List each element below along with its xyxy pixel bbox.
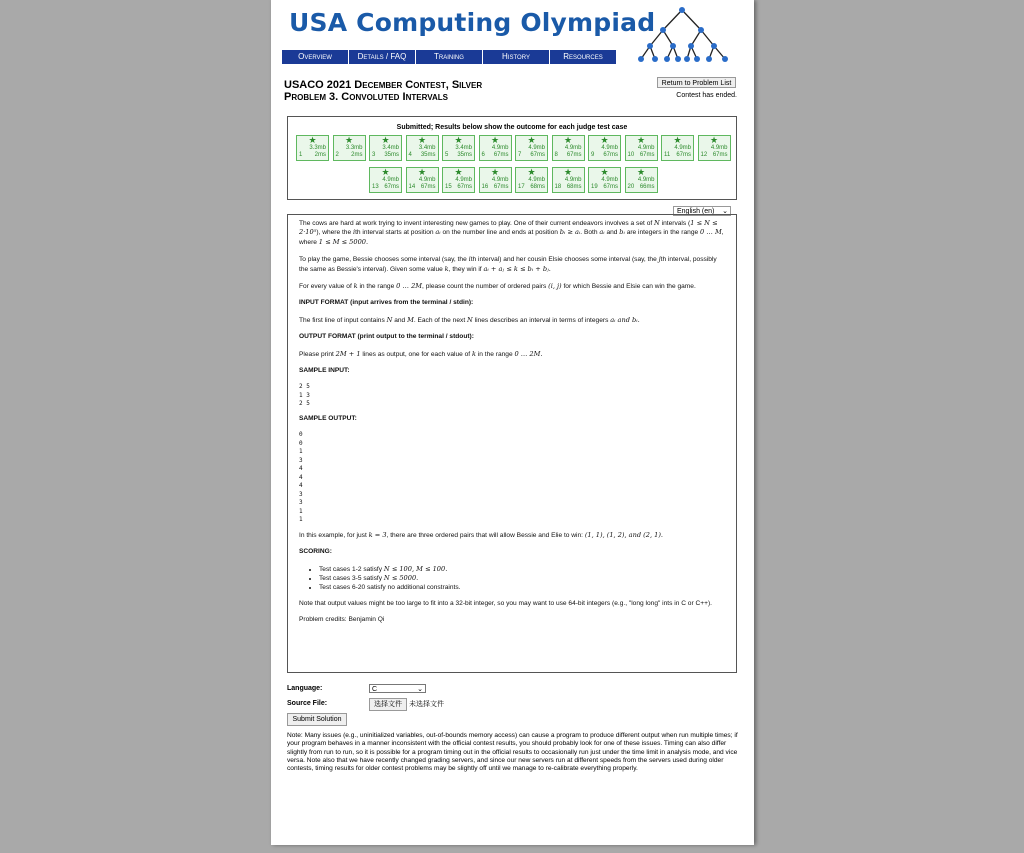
test-case-result: [552, 135, 585, 161]
contest-status: Contest has ended.: [676, 92, 737, 99]
test-case-memory: 3.4mb: [382, 145, 399, 151]
test-case-time: 35ms: [384, 152, 399, 158]
test-case-number: 8: [554, 152, 558, 158]
star-icon: ★: [563, 167, 573, 177]
test-case-memory: 4.9mb: [637, 145, 655, 151]
chevron-down-icon: ⌄: [722, 208, 728, 215]
star-icon: ★: [600, 135, 609, 145]
test-case-time: 68ms: [566, 184, 582, 190]
test-case-number: 1: [299, 152, 303, 158]
test-case-number: 14: [408, 184, 416, 190]
star-icon: ★: [417, 167, 427, 177]
output-format-heading: OUTPUT FORMAT (print output to the terminal / stdout):: [299, 333, 474, 341]
star-icon: ★: [490, 167, 500, 177]
page-container: [271, 0, 754, 845]
test-case-result: [552, 167, 585, 193]
test-case-number: 7: [518, 152, 522, 158]
star-icon: ★: [344, 135, 354, 145]
return-to-problem-list-button[interactable]: Return to Problem List: [657, 77, 736, 88]
output-format: Please print 2M + 1 lines as output, one for each value of k in the range 0 … 2M.: [299, 349, 543, 358]
input-format-heading: INPUT FORMAT (input arrives from the terminal / stdin):: [299, 299, 474, 307]
star-icon: ★: [308, 135, 317, 145]
test-case-memory: 4.9mb: [382, 177, 399, 183]
test-case-number: 5: [445, 152, 449, 158]
test-case-time: 67ms: [493, 152, 509, 158]
star-icon: ★: [636, 167, 646, 177]
site-logo[interactable]: USA Computing Olympiad: [289, 8, 656, 37]
star-icon: ★: [490, 135, 500, 145]
scoring-heading: SCORING:: [299, 548, 332, 556]
test-case-number: 16: [481, 184, 489, 190]
test-case-time: 2ms: [314, 152, 326, 158]
list-item: • Test cases 6-20 satisfy no additional constraints.: [319, 584, 725, 592]
test-case-time: 67ms: [457, 184, 472, 190]
test-case-time: 67ms: [420, 184, 436, 190]
test-case-number: 15: [445, 184, 452, 190]
submit-solution-button[interactable]: Submit Solution: [287, 713, 347, 726]
test-case-time: 67ms: [603, 184, 618, 190]
test-case-result: [333, 135, 366, 161]
problem-statement: [287, 214, 737, 673]
test-case-number: 2: [335, 152, 339, 158]
test-case-number: 17: [518, 184, 525, 190]
test-case-number: 12: [700, 152, 708, 158]
star-icon: ★: [636, 135, 646, 145]
test-case-time: 35ms: [457, 152, 472, 158]
star-icon: ★: [417, 135, 427, 145]
test-case-memory: 4.9mb: [455, 177, 472, 183]
test-case-result: [442, 167, 475, 193]
test-case-result: [625, 135, 658, 161]
test-case-result: [479, 135, 512, 161]
star-icon: ★: [527, 135, 536, 145]
star-icon: ★: [673, 135, 682, 145]
star-icon: ★: [527, 167, 536, 177]
test-case-number: 18: [554, 184, 562, 190]
language-dropdown[interactable]: [369, 684, 426, 693]
test-case-number: 9: [591, 152, 595, 158]
test-case-number: 11: [664, 152, 671, 158]
test-case-result: [698, 135, 731, 161]
test-case-memory: 3.3mb: [309, 145, 326, 151]
star-icon: ★: [454, 135, 463, 145]
test-case-time: 67ms: [566, 152, 582, 158]
star-icon: ★: [563, 135, 573, 145]
language-select-value: English (en): [677, 208, 715, 215]
nav-training[interactable]: Training: [416, 50, 482, 64]
test-case-result: [515, 167, 548, 193]
sample-output: 0 0 1 3 4 4 4 3 3 1 1: [299, 431, 303, 524]
list-item: • Test cases 1-2 satisfy N ≤ 100, M ≤ 100.: [319, 565, 725, 574]
choose-file-button[interactable]: 选择文件: [369, 698, 407, 711]
test-case-memory: 4.9mb: [528, 177, 545, 183]
source-file-label: Source File:: [287, 700, 328, 707]
chevron-down-icon: ⌄: [417, 686, 423, 693]
star-icon: ★: [454, 167, 463, 177]
main-nav: [282, 50, 617, 64]
results-panel: [287, 116, 737, 200]
test-case-memory: 4.9mb: [491, 145, 509, 151]
test-case-time: 2ms: [351, 152, 363, 158]
contest-title: USACO 2021 December Contest, Silver: [284, 79, 483, 91]
input-format: The first line of input contains N and M. Each of the next N lines describes an interval in terms of integers aᵢ and bᵢ.: [299, 315, 640, 324]
nav-details-faq[interactable]: Details / FAQ: [349, 50, 415, 64]
test-case-result: [406, 167, 439, 193]
test-case-result: [479, 167, 512, 193]
test-case-memory: 4.9mb: [418, 177, 436, 183]
test-case-time: 67ms: [639, 152, 655, 158]
test-case-memory: 3.4mb: [418, 145, 436, 151]
test-case-result: [369, 167, 402, 193]
tree-logo-icon: [633, 4, 743, 66]
problem-game: To play the game, Bessie chooses some interval (say, the ith interval) and her cousin Elsie chooses some interval (say, the jth interval, possibly the same as Bessie's interval). Given some value k, they win if aᵢ + aⱼ ≤ k ≤ bᵢ + bⱼ.: [299, 255, 717, 273]
test-case-memory: 4.9mb: [601, 145, 618, 151]
test-case-memory: 4.9mb: [564, 177, 582, 183]
star-icon: ★: [381, 167, 390, 177]
problem-credits: Problem credits: Benjamin Qi: [299, 616, 385, 624]
no-file-chosen: 未选择文件: [409, 701, 444, 708]
grading-note: Note: Many issues (e.g., uninitialized variables, out-of-bounds memory access) can cause a program to produce different output when run multiple times; if your program behaves in a manner inconsistent with the official contest results, you should probably look for one of these issues. Timing can also differ slightly from run to run, so it is possible for a program timing out in the official results to occasionally run just under the time limit in analysis mode, and vice versa. Note also that we have recently changed grading servers, and since our new servers run at different speeds from the servers used during older contests, timing results for older contest problems may be slightly off until we manage to re-calibrate everything properly.: [287, 732, 738, 773]
test-case-number: 3: [372, 152, 376, 158]
list-item: • Test cases 3-5 satisfy N ≤ 5000.: [319, 574, 725, 583]
test-case-result: [296, 135, 329, 161]
results-heading: Submitted; Results below show the outcome for each judge test case: [396, 124, 628, 131]
test-case-memory: 4.9mb: [528, 145, 545, 151]
test-case-result: [406, 135, 439, 161]
sample-output-heading: SAMPLE OUTPUT:: [299, 414, 357, 422]
star-icon: ★: [600, 167, 609, 177]
test-case-number: 4: [408, 152, 412, 158]
nav-history[interactable]: History: [483, 50, 549, 64]
page-title: [284, 79, 482, 103]
test-case-memory: 4.9mb: [491, 177, 509, 183]
scoring-list: [299, 565, 725, 592]
test-case-memory: 4.9mb: [710, 145, 728, 151]
nav-resources[interactable]: Resources: [550, 50, 616, 64]
test-case-memory: 4.9mb: [674, 145, 691, 151]
test-case-result: [442, 135, 475, 161]
test-case-time: 67ms: [530, 152, 545, 158]
test-case-memory: 4.9mb: [637, 177, 655, 183]
test-case-time: 67ms: [712, 152, 728, 158]
test-case-number: 10: [627, 152, 635, 158]
test-case-time: 68ms: [530, 184, 545, 190]
test-case-time: 67ms: [493, 184, 509, 190]
test-case-memory: 3.3mb: [345, 145, 363, 151]
sample-input: 2 5 1 3 2 5: [299, 383, 310, 408]
example-explanation: In this example, for just k = 3, there are three ordered pairs that will allow Bessie and Elie to win: (1, 1), (1, 2), and (2, 1).: [299, 530, 663, 539]
test-case-result: [661, 135, 694, 161]
test-case-result: [515, 135, 548, 161]
sample-input-heading: SAMPLE INPUT:: [299, 367, 350, 375]
test-case-time: 66ms: [639, 184, 655, 190]
overflow-note: Note that output values might be too large to fit into a 32-bit integer, so you may want to use 64-bit integers (e.g., "long long" ints in C or C++).: [299, 599, 712, 607]
test-case-number: 20: [627, 184, 635, 190]
language-dropdown-value: C: [372, 686, 378, 693]
language-label: Language:: [287, 685, 323, 692]
star-icon: ★: [381, 135, 390, 145]
problem-task: For every value of k in the range 0 … 2M, please count the number of ordered pairs (i, j) for which Bessie and Elsie can win the game.: [299, 282, 696, 291]
test-case-result: [369, 135, 402, 161]
nav-overview[interactable]: Overview: [282, 50, 348, 64]
test-case-memory: 4.9mb: [564, 145, 582, 151]
test-case-time: 67ms: [676, 152, 691, 158]
problem-intro: The cows are hard at work trying to invent interesting new games to play. One of their current endeavors involves a set of N intervals (1 ≤ N ≤ 2·10⁵), where the ith interval starts at position aᵢ on the number line and ends at position bᵢ ≥ aᵢ. Both aᵢ and bᵢ are integers in the range 0 … M, where 1 ≤ M ≤ 5000.: [299, 219, 724, 246]
test-case-time: 67ms: [603, 152, 618, 158]
test-case-number: 19: [591, 184, 598, 190]
test-case-memory: 3.4mb: [455, 145, 472, 151]
test-case-result: [588, 135, 621, 161]
test-case-number: 13: [372, 184, 379, 190]
test-case-time: 67ms: [384, 184, 399, 190]
test-case-memory: 4.9mb: [601, 177, 618, 183]
test-case-time: 35ms: [420, 152, 436, 158]
test-case-number: 6: [481, 152, 485, 158]
test-case-result: [625, 167, 658, 193]
test-case-result: [588, 167, 621, 193]
star-icon: ★: [709, 135, 719, 145]
problem-title: Problem 3. Convoluted Intervals: [284, 91, 448, 103]
